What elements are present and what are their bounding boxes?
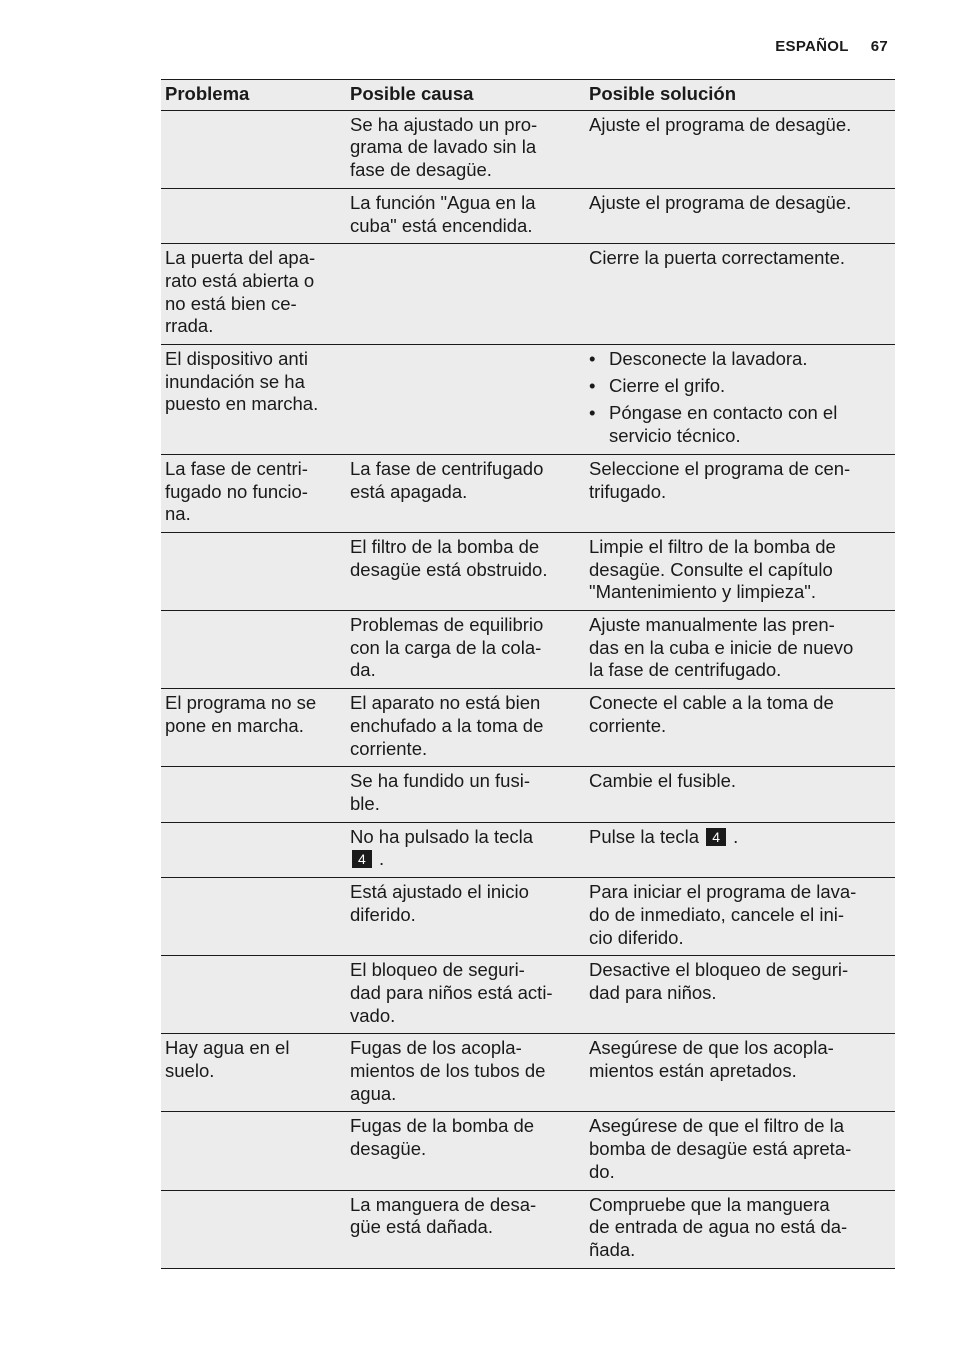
table-row: [161, 244, 895, 345]
bullet-icon: •: [589, 375, 596, 397]
bullet-icon: •: [589, 348, 596, 370]
bullet-text: Póngase en contacto con el servicio técnico.: [609, 402, 838, 447]
problem-cell: [161, 1112, 346, 1190]
cause-cell: El aparato no está bien enchufado a la toma de corriente.: [346, 689, 585, 767]
problem-cell: Hay agua en el suelo.: [161, 1034, 346, 1112]
cause-cell: El bloqueo de seguri- dad para niños está acti- vado.: [346, 956, 585, 1034]
solution-cell: Ajuste manualmente las pren- das en la cuba e inicie de nuevo la fase de centrifugado.: [585, 611, 895, 689]
bullet-text: Cierre el grifo.: [609, 375, 726, 397]
table-row: [161, 532, 895, 610]
bullet-item: [589, 402, 891, 447]
table-row: [161, 188, 895, 243]
cause-cell: La fase de centrifugado está apagada.: [346, 454, 585, 532]
table-header-row: [161, 80, 895, 111]
solution-cell: Ajuste el programa de desagüe.: [585, 188, 895, 243]
solution-cell: [585, 345, 895, 455]
problem-cell: [161, 956, 346, 1034]
table-row: [161, 1190, 895, 1268]
cause-cell: Fugas de la bomba de desagüe.: [346, 1112, 585, 1190]
bullet-text: Desconecte la lavadora.: [609, 348, 808, 370]
problem-cell: [161, 878, 346, 956]
button-4-key-icon: 4: [352, 850, 372, 868]
table-row: [161, 767, 895, 822]
table-row: [161, 878, 895, 956]
table-row: [161, 1112, 895, 1190]
cause-cell: [346, 345, 585, 455]
solution-trailing-period: .: [733, 825, 739, 847]
solution-cell: Conecte el cable a la toma de corriente.: [585, 689, 895, 767]
solution-cell: Cierre la puerta correctamente.: [585, 244, 895, 345]
cause-cell: Problemas de equilibrio con la carga de la cola- da.: [346, 611, 585, 689]
table-row: [161, 822, 895, 877]
cause-text: No ha pulsado la tecla: [350, 825, 534, 847]
table-row: [161, 1034, 895, 1112]
column-header-problem: Problema: [161, 80, 346, 111]
cause-cell: [346, 822, 585, 877]
troubleshooting-table: [161, 79, 895, 1269]
problem-cell: [161, 110, 346, 188]
problem-cell: El programa no se pone en marcha.: [161, 689, 346, 767]
solution-cell: Seleccione el programa de cen- trifugado.: [585, 454, 895, 532]
problem-cell: [161, 611, 346, 689]
cause-cell: Fugas de los acopla- mientos de los tubos de agua.: [346, 1034, 585, 1112]
cause-trailing-period: .: [378, 848, 385, 870]
table-row: [161, 689, 895, 767]
solution-cell: Asegúrese de que los acopla- mientos están apretados.: [585, 1034, 895, 1112]
problem-cell: [161, 767, 346, 822]
column-header-cause: Posible causa: [346, 80, 585, 111]
cause-cell: La función "Agua en la cuba" está encendida.: [346, 188, 585, 243]
page-number: 67: [870, 38, 888, 55]
problem-cell: [161, 188, 346, 243]
table-row: [161, 611, 895, 689]
cause-cell: La manguera de desa- güe está dañada.: [346, 1190, 585, 1268]
column-header-solution: Posible solución: [585, 80, 895, 111]
cause-cell: [346, 244, 585, 345]
table-row: [161, 454, 895, 532]
problem-cell: [161, 532, 346, 610]
solution-cell: [585, 822, 895, 877]
problem-cell: [161, 1190, 346, 1268]
cause-cell: Se ha fundido un fusi- ble.: [346, 767, 585, 822]
solution-cell: Para iniciar el programa de lava- do de inmediato, cancele el ini- cio diferido.: [585, 878, 895, 956]
solution-text: Pulse la tecla: [589, 825, 700, 847]
problem-cell: La puerta del apa- rato está abierta o no está bien ce- rrada.: [161, 244, 346, 345]
table-row: [161, 345, 895, 455]
cause-cell: Está ajustado el inicio diferido.: [346, 878, 585, 956]
bullet-item: [589, 375, 891, 398]
problem-cell: [161, 822, 346, 877]
solution-bullet-list: [589, 348, 891, 448]
solution-cell: Cambie el fusible.: [585, 767, 895, 822]
bullet-item: [589, 348, 891, 371]
table-row: [161, 956, 895, 1034]
section-title: ESPAÑOL: [775, 38, 849, 55]
problem-cell: La fase de centri- fugado no funcio- na.: [161, 454, 346, 532]
solution-cell: Desactive el bloqueo de seguri- dad para niños.: [585, 956, 895, 1034]
solution-cell: Asegúrese de que el filtro de la bomba de desagüe está apreta- do.: [585, 1112, 895, 1190]
bullet-icon: •: [589, 402, 596, 424]
solution-cell: Limpie el filtro de la bomba de desagüe. Consulte el capítulo "Mantenimiento y limpieza".: [585, 532, 895, 610]
page-header: [775, 38, 888, 55]
table-row: [161, 110, 895, 188]
cause-cell: Se ha ajustado un pro- grama de lavado sin la fase de desagüe.: [346, 110, 585, 188]
cause-cell: El filtro de la bomba de desagüe está obstruido.: [346, 532, 585, 610]
solution-cell: Ajuste el programa de desagüe.: [585, 110, 895, 188]
problem-cell: El dispositivo anti inundación se ha puesto en marcha.: [161, 345, 346, 455]
solution-cell: Compruebe que la manguera de entrada de agua no está da- ñada.: [585, 1190, 895, 1268]
button-4-key-icon: 4: [706, 828, 726, 846]
